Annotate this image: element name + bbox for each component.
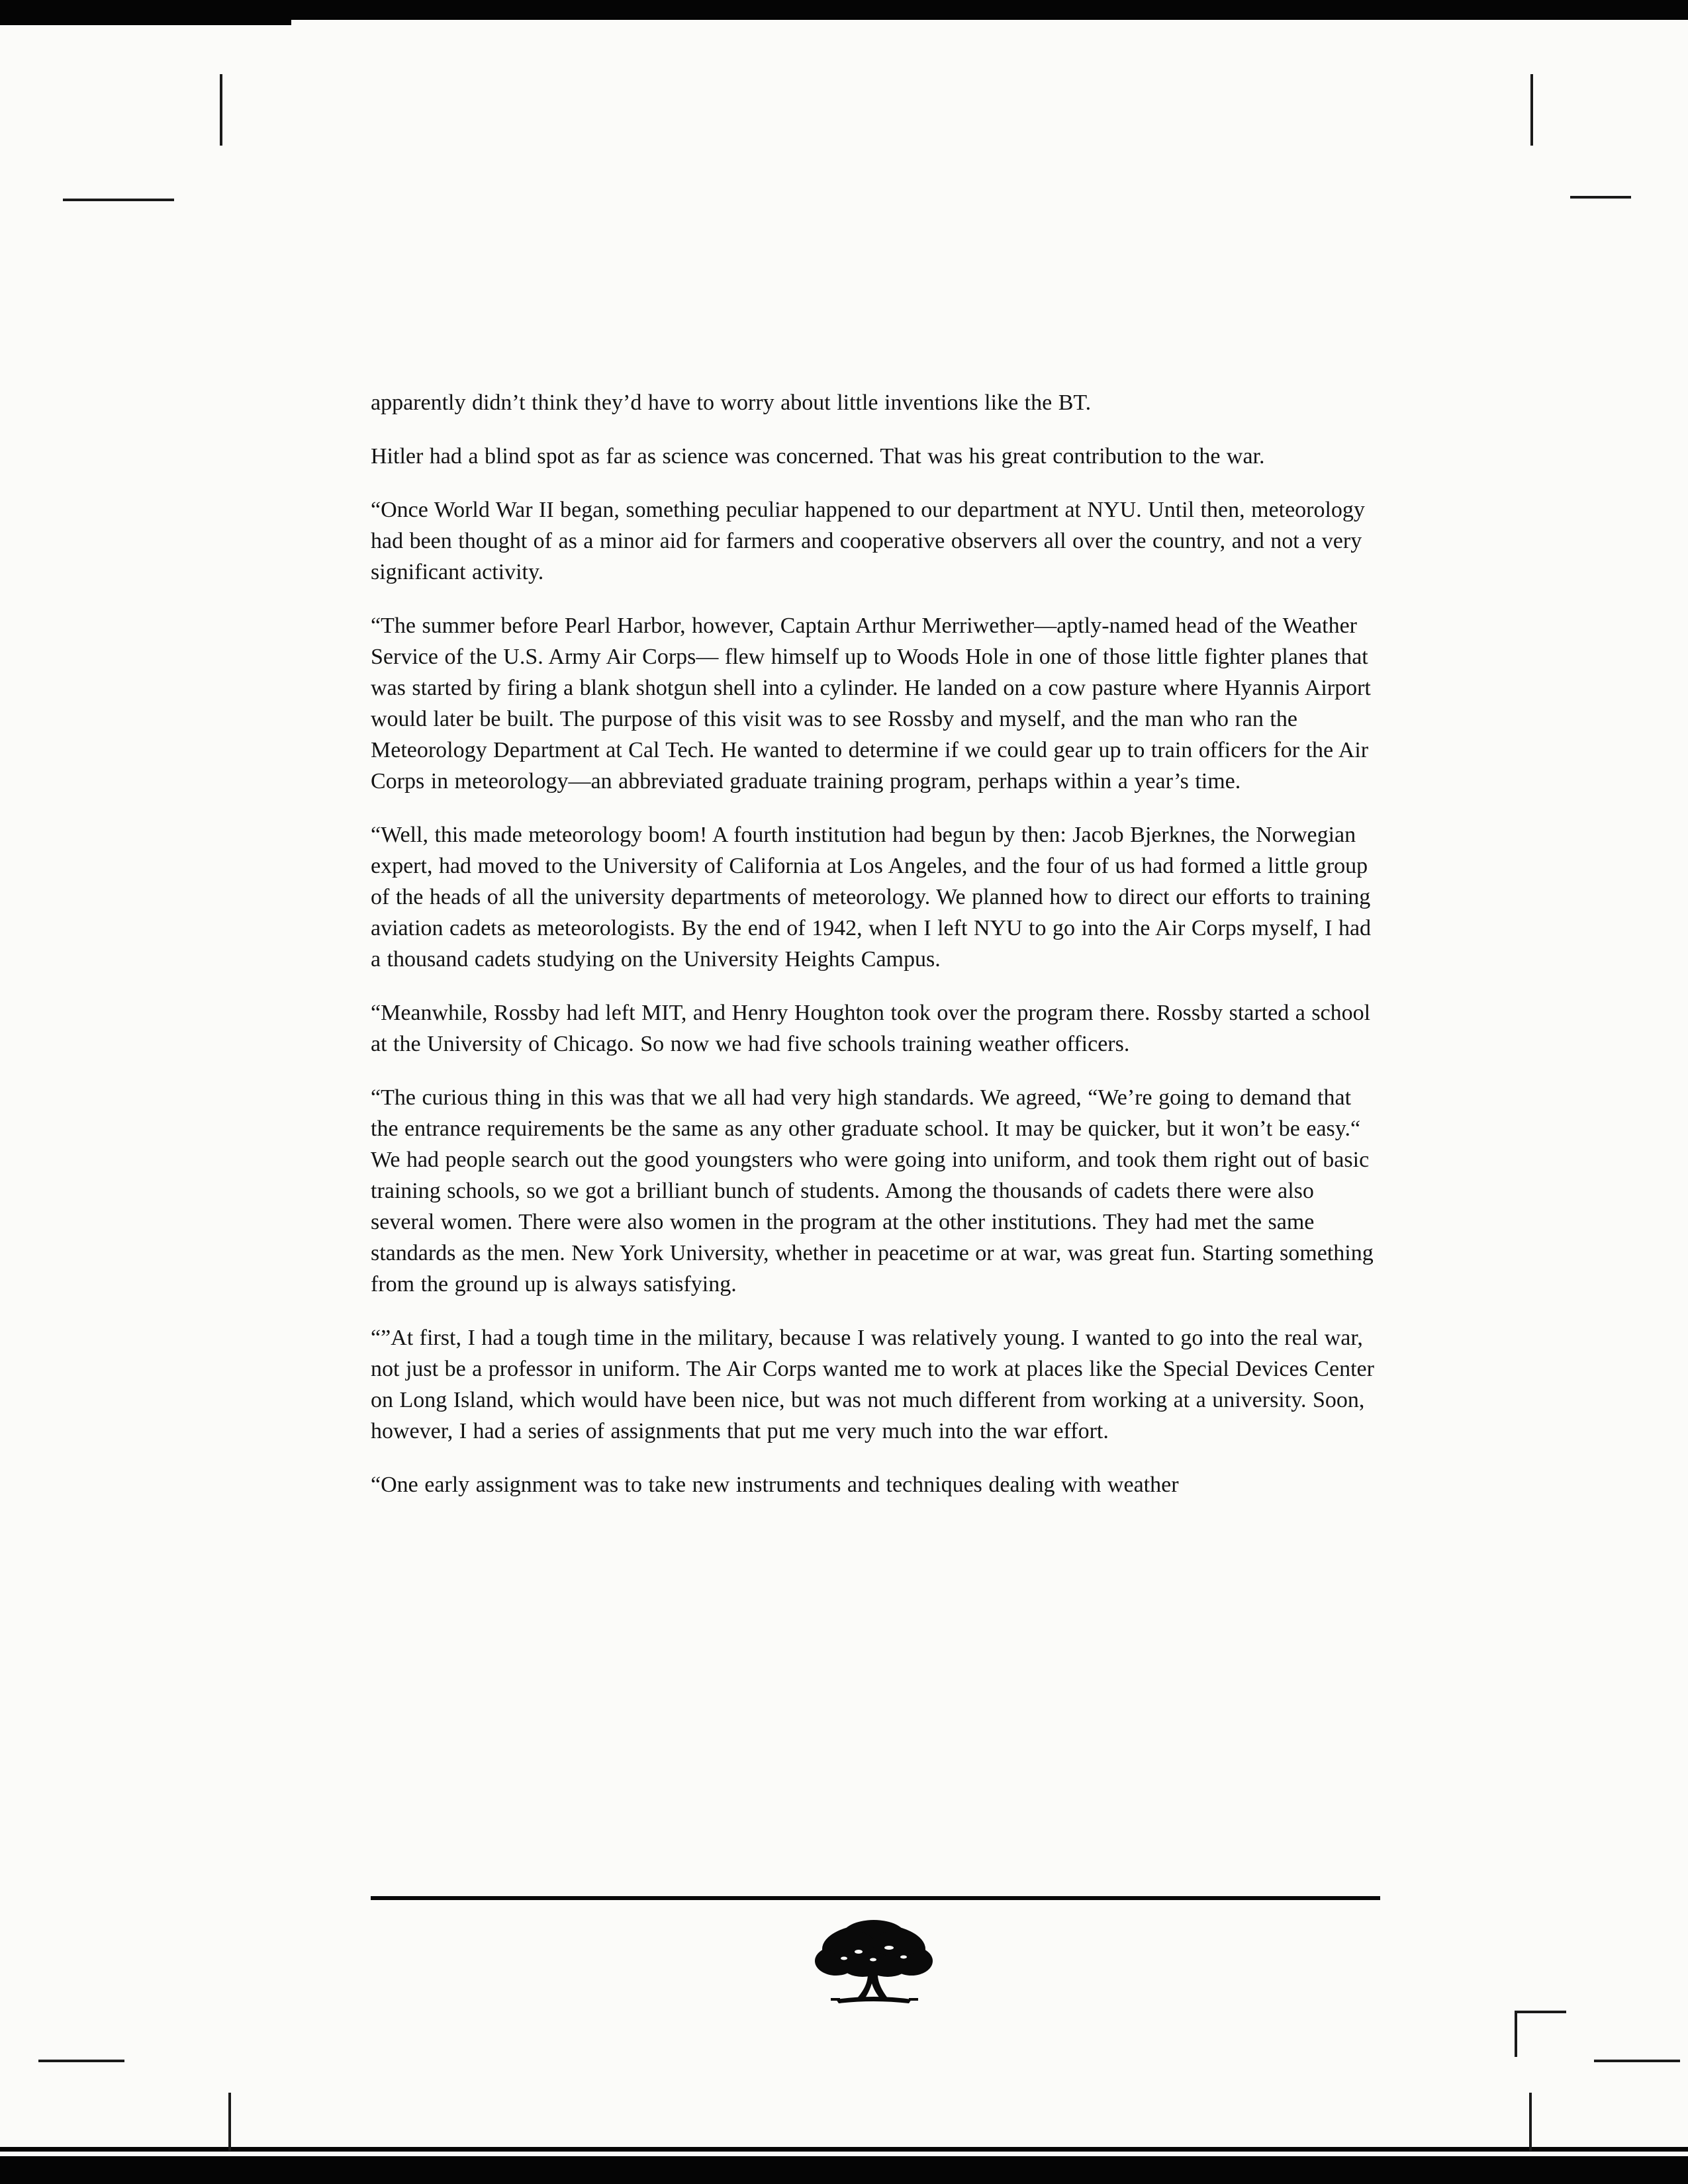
paragraph: “Once World War II began, something peculiar happened to our department at NYU. Until then, meteorology had been thought of as a minor aid for farmers and cooperative observers all over the country, and not a very significant activity. (371, 498, 1365, 584)
paragraph: Hitler had a blind spot as far as science was concerned. That was his great contribution to the war. (371, 444, 1265, 469)
scan-bottom-bar (0, 2156, 1688, 2184)
paragraph: “One early assignment was to take new instruments and techniques dealing with weather (371, 1473, 1179, 1497)
registration-mark-top-left (220, 74, 222, 146)
scan-top-bar (0, 0, 1688, 20)
registration-mark-bottom-right-tick (1529, 2093, 1532, 2151)
registration-mark-top-right (1530, 74, 1533, 146)
registration-mark-left (63, 199, 174, 201)
registration-mark-bottom-left (38, 2060, 124, 2062)
paragraph: “The summer before Pearl Harbor, however, Captain Arthur Merriwether—aptly-named head of the Weather Service of the U.S. Army Air Corps— flew himself up to Woods Hole in one of those little fighter planes that was started by firing a blank shotgun shell into a cylinder. He landed on a cow pasture where Hyannis Airport would later be built. The purpose of this visit was to see Rossby and myself, and the man who ran the Meteorology Department at Cal Tech. He wanted to determine if we could gear up to train officers for the Air Corps in meteorology—an abbreviated graduate training program, perhaps within a year’s time. (371, 614, 1371, 794)
registration-mark-bottom-right-bracket-h (1515, 2011, 1566, 2013)
paragraph: “The curious thing in this was that we all had very high standards. We agreed, “We’re going to demand that the entrance requirements be the same as any other graduate school. It may be quicker, but it won’t be easy.“ We had people search out the good youngsters who were going into uniform, and took them right out of basic training schools, so we got a brilliant bunch of students. Among the thousands of cadets there were also several women. There were also women in the program at the other institutions. They had met the same standards as the men. New York University, whether in peacetime or at war, was great fun. Starting something from the ground up is always satisfying. (371, 1085, 1374, 1297)
divider-rule (371, 1896, 1380, 1900)
paragraph: “Meanwhile, Rossby had left MIT, and Henry Houghton took over the program there. Rossby started a school at the University of Chicago. So now we had five schools training weather officers. (371, 1001, 1371, 1056)
paragraph: “Well, this made meteorology boom! A fourth institution had begun by then: Jacob Bjerknes, the Norwegian expert, had moved to the University of California at Los Angeles, and the four of us had formed a little group of the heads of all the university departments of meteorology. We planned how to direct our efforts to training aviation cadets as meteorologists. By the end of 1942, when I left NYU to go into the Air Corps myself, I had a thousand cadets studying on the University Heights Campus. (371, 823, 1372, 972)
paragraph: apparently didn’t think they’d have to worry about little inventions like the BT. (371, 390, 1092, 415)
oak-tree-icon (804, 1915, 943, 2014)
text-block (371, 387, 1380, 1523)
registration-mark-bottom-right-bracket-v (1515, 2011, 1517, 2057)
paragraph: “”At first, I had a tough time in the military, because I was relatively young. I wanted to go into the real war, not just be a professor in uniform. The Air Corps wanted me to work at places like the Special Devices Center on Long Island, which would have been nice, but was not much different from working at a university. Soon, however, I had a series of assignments that put me very much into the war effort. (371, 1326, 1374, 1443)
registration-mark-bottom-left-tick (228, 2093, 231, 2151)
registration-mark-bottom-right (1594, 2060, 1680, 2062)
tree-logo (804, 1915, 943, 2014)
registration-mark-right (1570, 196, 1631, 199)
